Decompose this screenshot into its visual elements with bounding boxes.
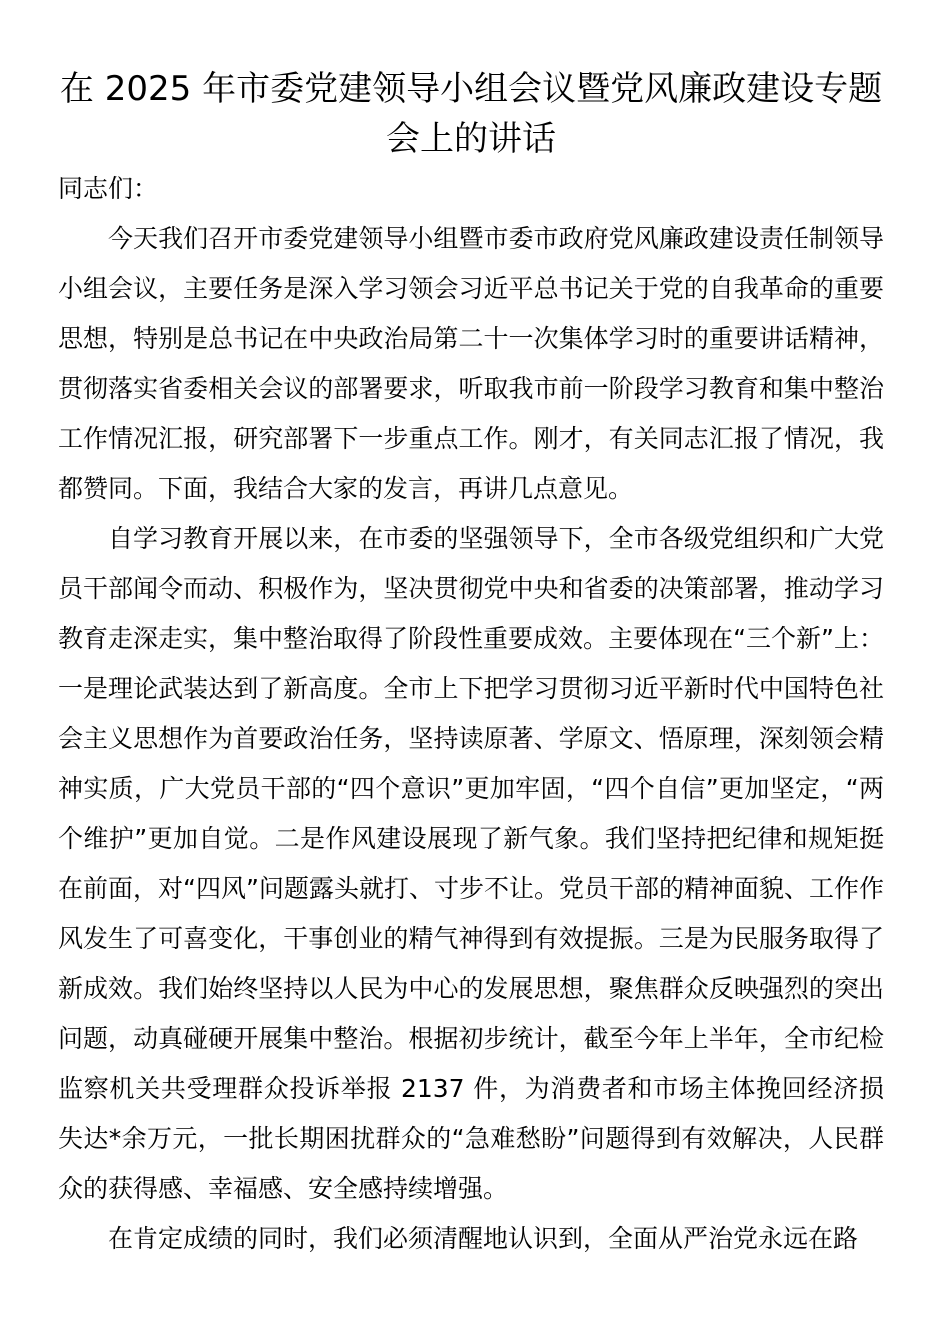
salutation: 同志们：	[58, 174, 159, 203]
paragraph-achievements: 自学习教育开展以来，在市委的坚强领导下，全市各级党组织和广大党员干部闻令而动、积极作为，坚决贯彻党中央和省委的决策部署，推动学习教育走深走实，集中整治取得了阶段性重要成效。主要体现在“三个新”上：一是理论武装达到了新高度。全市上下把学习贯彻习近平新时代中国特色社会主义思想作为首要政治任务，坚持读原著、学原文、悟原理，深刻领会精神实质，广大党员干部的“四个意识”更加牢固，“四个自信”更加坚定，“两个维护”更加自觉。二是作风建设展现了新气象。我们坚持把纪律和规矩挺在前面，对“四风”问题露头就打、寸步不让。党员干部的精神面貌、工作作风发生了可喜变化，干事创业的精气神得到有效提振。三是为民服务取得了新成效。我们始终坚持以人民为中心的发展思想，聚焦群众反映强烈的突出问题，动真碰硬开展集中整治。根据初步统计，截至今年上半年，全市纪检监察机关共受理群众投诉举报 2137 件，为消费者和市场主体挽回经济损失达*余万元，一批长期困扰群众的“急难愁盼”问题得到有效解决，人民群众的获得感、幸福感、安全感持续增强。	[58, 524, 884, 1203]
paragraph-recognition: 在肯定成绩的同时，我们必须清醒地认识到，全面从严治党永远在路	[108, 1224, 859, 1253]
document-title: 在 2025 年市委党建领导小组会议暨党风廉政建设专题会上的讲话	[59, 69, 883, 159]
paragraph-opening: 今天我们召开市委党建领导小组暨市委市政府党风廉政建设责任制领导小组会议，主要任务是深入学习领会习近平总书记关于党的自我革命的重要思想，特别是总书记在中央政治局第二十一次集体学习时的重要讲话精神，贯彻落实省委相关会议的部署要求，听取我市前一阶段学习教育和集中整治工作情况汇报，研究部署下一步重点工作。刚才，有关同志汇报了情况，我都赞同。下面，我结合大家的发言，再讲几点意见。	[58, 224, 884, 503]
